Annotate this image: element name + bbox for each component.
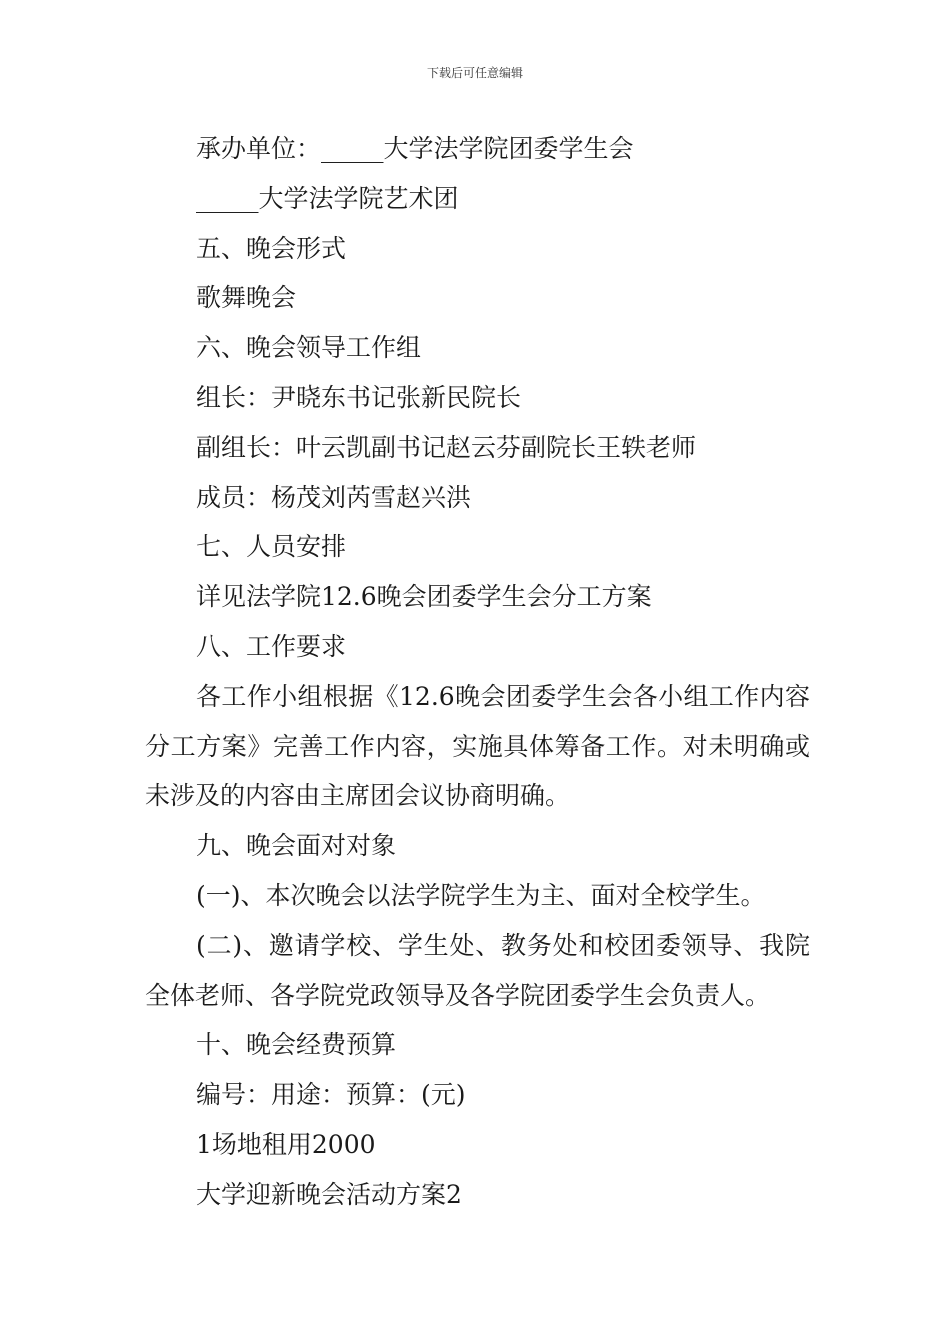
- section-heading-five: 五、晚会形式: [196, 233, 347, 263]
- organizer-line-2: _____大学法学院艺术团: [196, 183, 459, 213]
- deputy-leader-line: 副组长：叶云凯副书记赵云芬副院长王轶老师: [196, 432, 697, 462]
- staffing-detail-line: 详见法学院12.6晚会团委学生会分工方案: [196, 582, 652, 612]
- organizer-line: 承办单位：_____大学法学院团委学生会: [196, 134, 634, 163]
- audience-paragraph-2: (二)、邀请学校、学生处、教务处和校团委领导、我院全体老师、各学院党政领导及各学院团委学生会负责人。: [145, 930, 810, 1010]
- section-heading-six: 六、晚会领导工作组: [196, 333, 422, 363]
- budget-item-line: 1场地租用2000: [196, 1129, 376, 1159]
- members-line: 成员：杨茂刘芮雪赵兴洪: [196, 482, 472, 512]
- event-form-text: 歌舞晚会: [196, 283, 297, 313]
- section-heading-seven: 七、人员安排: [196, 532, 347, 562]
- leader-line: 组长：尹晓东书记张新民院长: [196, 382, 522, 412]
- audience-paragraph-1: (一)、本次晚会以法学院学生为主、面对全校学生。: [196, 880, 766, 910]
- work-requirements-paragraph: 各工作小组根据《12.6晚会团委学生会各小组工作内容分工方案》完善工作内容，实施具体筹备工作。对未明确或未涉及的内容由主席团会议协商明确。: [145, 681, 810, 811]
- section-heading-eight: 八、工作要求: [196, 631, 347, 661]
- budget-header-line: 编号：用途：预算：(元): [196, 1080, 466, 1110]
- next-document-title: 大学迎新晚会活动方案2: [196, 1179, 462, 1209]
- section-heading-ten: 十、晚会经费预算: [196, 1030, 397, 1060]
- page-header-note: 下载后可任意编辑: [426, 66, 523, 80]
- document-body: [145, 124, 810, 1220]
- section-heading-nine: 九、晚会面对对象: [196, 831, 397, 861]
